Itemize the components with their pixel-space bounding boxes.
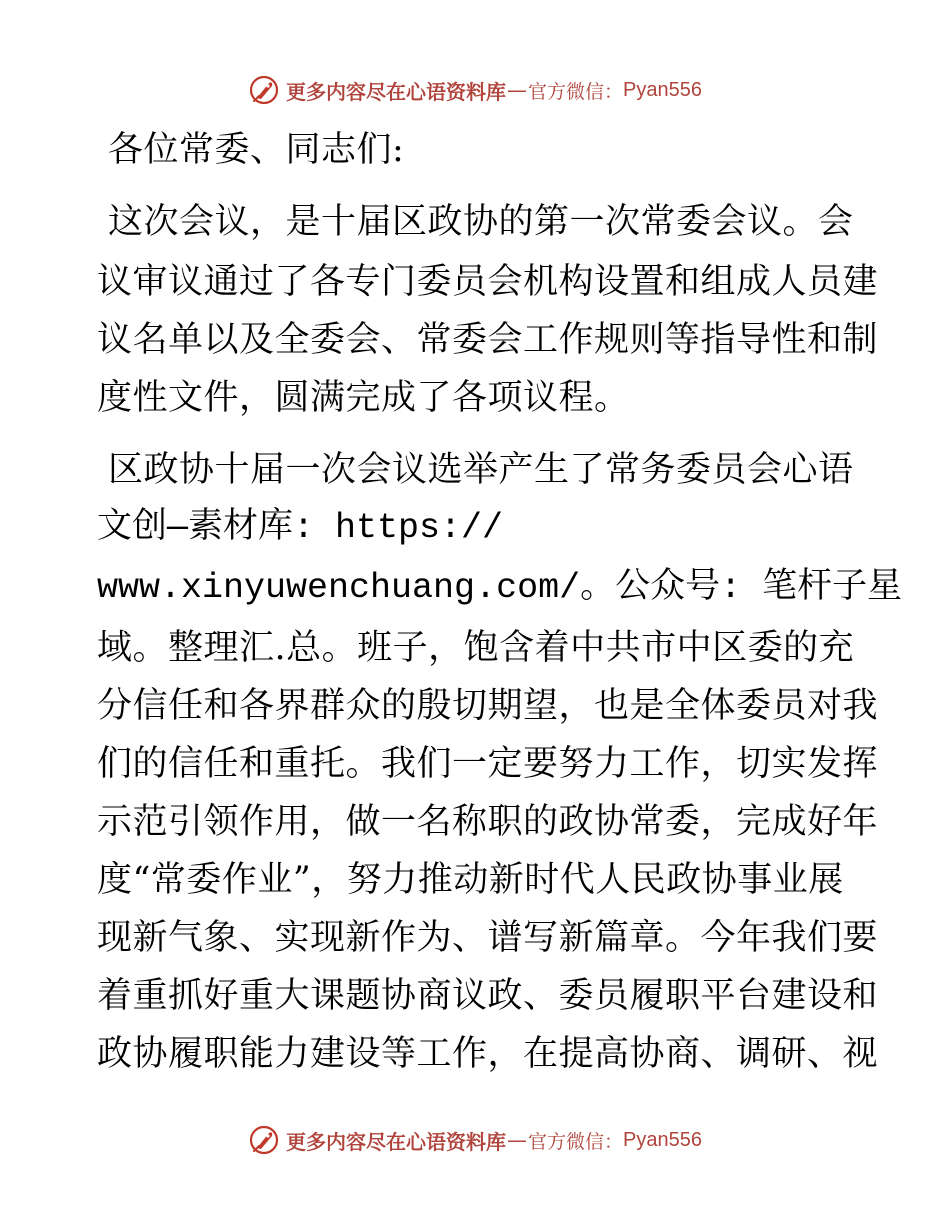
banner-sub-text: 官方微信： bbox=[528, 80, 624, 103]
banner-wechat-id: Pyan556 bbox=[623, 1128, 702, 1151]
banner-sub-text: 官方微信： bbox=[528, 1130, 624, 1153]
salutation-line: 各位常委、同志们: bbox=[108, 130, 405, 170]
paragraph-1-line-2: 议审议通过了各专门委员会机构设置和组成人员建 bbox=[97, 262, 879, 302]
paragraph-2-line-4: 域。整理汇.总。班子，饱含着中共市中区委的充 bbox=[97, 628, 855, 668]
paragraph-2-line-1: 区政协十届一次会议选举产生了常务委员会心语 bbox=[108, 450, 854, 490]
banner-main-text: 更多内容尽在心语资料库 bbox=[286, 1129, 506, 1154]
paragraph-2-line-11: 政协履职能力建设等工作，在提高协商、调研、视 bbox=[97, 1034, 879, 1074]
paragraph-1-line-1: 这次会议，是十届区政协的第一次常委会议。会 bbox=[108, 202, 854, 242]
banner-dash: — bbox=[507, 78, 527, 102]
paragraph-2-line-2: 文创—素材库: https:// bbox=[97, 508, 504, 548]
paragraph-2-line-9: 现新气象、实现新作为、谱写新篇章。今年我们要 bbox=[97, 918, 879, 958]
header-banner[interactable] bbox=[0, 70, 950, 110]
quill-pen-logo-icon bbox=[248, 74, 280, 106]
banner-wechat-id: Pyan556 bbox=[623, 78, 702, 101]
paragraph-2-line-7: 示范引领作用，做一名称职的政协常委，完成好年 bbox=[97, 802, 879, 842]
paragraph-2-line-5: 分信任和各界群众的殷切期望，也是全体委员对我 bbox=[97, 686, 879, 726]
paragraph-2-line-8: 度“常委作业”，努力推动新时代人民政协事业展 bbox=[97, 860, 844, 900]
quill-pen-logo-icon bbox=[248, 1124, 280, 1156]
paragraph-2-line-10: 着重抓好重大课题协商议政、委员履职平台建设和 bbox=[97, 976, 879, 1016]
paragraph-2-line-3: www.xinyuwenchuang.com/。公众号: 笔杆子星 bbox=[97, 568, 903, 608]
banner-main-text: 更多内容尽在心语资料库 bbox=[286, 79, 506, 104]
banner-dash: — bbox=[507, 1128, 527, 1152]
paragraph-1-line-3: 议名单以及全委会、常委会工作规则等指导性和制 bbox=[97, 320, 879, 360]
paragraph-1-line-4: 度性文件，圆满完成了各项议程。 bbox=[97, 378, 630, 418]
paragraph-2-line-6: 们的信任和重托。我们一定要努力工作，切实发挥 bbox=[97, 744, 879, 784]
footer-banner[interactable] bbox=[0, 1120, 950, 1160]
